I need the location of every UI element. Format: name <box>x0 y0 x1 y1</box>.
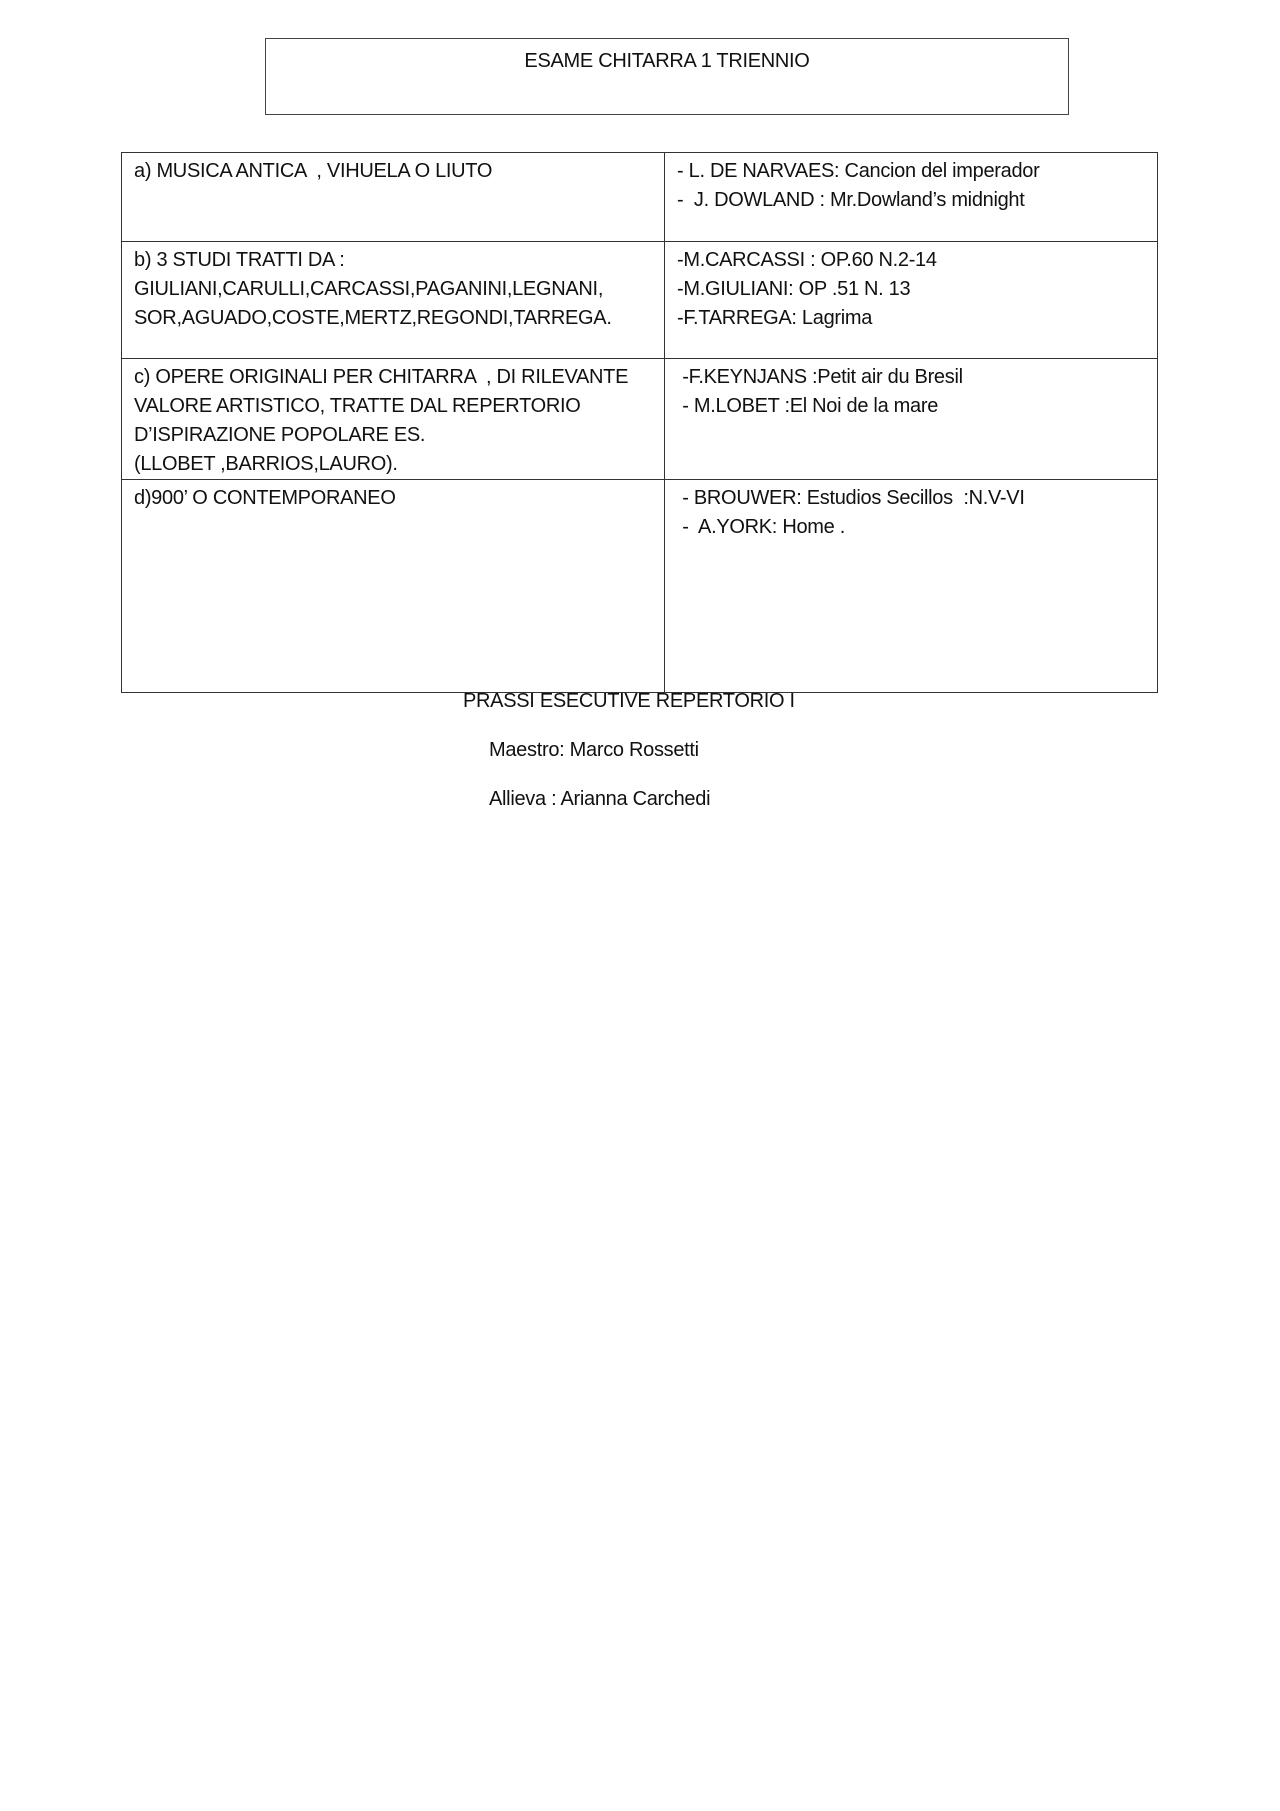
category-text: GIULIANI,CARULLI,CARCASSI,PAGANINI,LEGNANI, <box>134 278 604 300</box>
document-title: ESAME CHITARRA 1 TRIENNIO <box>524 50 810 72</box>
student-name: Allieva : Arianna Carchedi <box>489 788 711 810</box>
piece-item: - J. DOWLAND : Mr.Dowland’s midnight <box>677 189 1025 211</box>
category-cell <box>122 359 665 480</box>
course-name: PRASSI ESECUTIVE REPERTORIO I <box>463 690 795 712</box>
category-cell <box>122 480 665 693</box>
category-text: D’ISPIRAZIONE POPOLARE ES. <box>134 424 426 446</box>
teacher-name: Maestro: Marco Rossetti <box>489 739 699 761</box>
piece-item: - L. DE NARVAES: Cancion del imperador <box>677 160 1040 182</box>
table-row <box>122 359 1158 480</box>
table-row <box>122 153 1158 242</box>
category-text: VALORE ARTISTICO, TRATTE DAL REPERTORIO <box>134 395 581 417</box>
category-text: b) 3 STUDI TRATTI DA : <box>134 249 345 271</box>
table-row <box>122 480 1158 693</box>
category-text: c) OPERE ORIGINALI PER CHITARRA , DI RILEVANTE <box>134 366 629 388</box>
category-text: d)900’ O CONTEMPORANEO <box>134 487 396 509</box>
piece-item: -F.TARREGA: Lagrima <box>677 307 873 329</box>
piece-item: -F.KEYNJANS :Petit air du Bresil <box>677 366 963 388</box>
category-cell <box>122 242 665 359</box>
piece-item: - M.LOBET :El Noi de la mare <box>677 395 939 417</box>
program-table <box>121 152 1158 693</box>
piece-item: -M.CARCASSI : OP.60 N.2-14 <box>677 249 937 271</box>
table-row <box>122 242 1158 359</box>
category-text: a) MUSICA ANTICA , VIHUELA O LIUTO <box>134 160 493 182</box>
piece-item: - A.YORK: Home . <box>677 516 845 538</box>
piece-item: -M.GIULIANI: OP .51 N. 13 <box>677 278 911 300</box>
category-text: (LLOBET ,BARRIOS,LAURO). <box>134 453 398 475</box>
pieces-cell <box>665 359 1158 480</box>
piece-item: - BROUWER: Estudios Secillos :N.V-VI <box>677 487 1025 509</box>
pieces-cell <box>665 153 1158 242</box>
category-cell <box>122 153 665 242</box>
category-text: SOR,AGUADO,COSTE,MERTZ,REGONDI,TARREGA. <box>134 307 612 329</box>
pieces-cell <box>665 480 1158 693</box>
pieces-cell <box>665 242 1158 359</box>
title-box <box>265 38 1069 115</box>
